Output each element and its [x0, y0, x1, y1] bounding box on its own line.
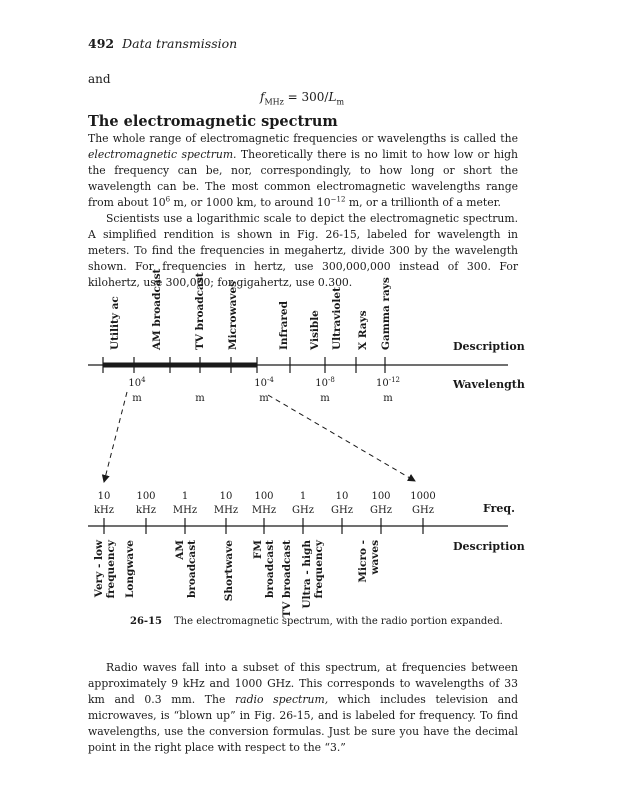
freq-value-label: 1 — [181, 491, 189, 502]
freq-value-label: 10 — [97, 491, 111, 502]
intro-word: and — [88, 72, 111, 86]
page-number: 492 — [88, 36, 115, 51]
freq-unit-label: MHz — [213, 505, 239, 516]
freq-value-label: 100 — [371, 491, 391, 502]
svg-text:AM: AM — [174, 540, 186, 560]
top-band-label: TV broadcast — [194, 272, 206, 350]
freq-unit-label: MHz — [251, 505, 277, 516]
caption-text: The electromagnetic spectrum, with the radio portion expanded. — [173, 616, 503, 627]
wavelength-power-label: $10^{-12}$ — [375, 376, 401, 389]
svg-text:frequency: frequency — [313, 540, 325, 599]
freq-value-label: 1000 — [410, 491, 436, 502]
freq-unit-label: kHz — [135, 505, 157, 516]
svg-text:Micro -: Micro - — [357, 540, 369, 583]
top-band-label: Utility ac — [109, 296, 121, 350]
paragraph-2: Scientists use a logarithmic scale to depict the electromagnetic spectrum. A simplified rendition is shown in Fig. 26-15, labeled for wavelength in meters. To find the frequencies in megahertz, divide 300 by the wavelength shown. For frequencies in hertz, use 300,000,000 instead of 300. For kilohertz, use 300,000; for gigahertz, use 0.300. — [88, 212, 518, 289]
paragraph-1: The whole range of electromagnetic frequencies or wavelengths is called the electromagnetic spectrum. Theoretically there is no limit to how low or high the frequency can be, nor, correspondingly, to how long or short the wavelength can be. The most common electromagnetic wavelengths range from about $10^6$ m, or 1000 km, to around $10^{-12}$ m, or a trillionth of a meter. — [88, 132, 518, 209]
bottom-band-label — [301, 539, 325, 609]
formula: $f_{MHz} = 300/L_m$ — [260, 90, 345, 107]
bottom-band-label — [223, 540, 235, 602]
freq-value-label: 100 — [254, 491, 274, 502]
bottom-band-label — [357, 540, 381, 583]
freq-value-label: 100 — [136, 491, 156, 502]
top-band-label: Microwaves — [227, 280, 239, 350]
freq-unit-label: GHz — [370, 505, 392, 516]
freq-value-label: 10 — [335, 491, 349, 502]
freq-axis-label: Freq. — [483, 502, 515, 515]
svg-text:frequency: frequency — [105, 540, 117, 599]
freq-unit-label: kHz — [93, 505, 115, 516]
top-band-label: X Rays — [357, 310, 369, 350]
freq-value-label: 1 — [299, 491, 307, 502]
freq-unit-label: MHz — [172, 505, 198, 516]
freq-value-label: 10 — [219, 491, 233, 502]
caption-number: 26-15 — [130, 616, 162, 627]
wavelength-power-label: $10^4$ — [128, 376, 146, 389]
svg-text:broadcast: broadcast — [264, 540, 276, 598]
top-band-label: Visible — [309, 310, 321, 350]
wavelength-unit-label: m — [320, 393, 330, 404]
bottom-band-label — [93, 539, 117, 598]
wavelength-power-label: $10^{-4}$ — [254, 376, 274, 389]
figure-caption — [130, 616, 503, 627]
top-band-label: Infrared — [278, 301, 290, 350]
freq-unit-label: GHz — [331, 505, 353, 516]
top-band-label: AM broadcast — [151, 268, 163, 350]
wavelength-power-label: $10^{-8}$ — [315, 376, 335, 389]
top-band-label: Gamma rays — [380, 277, 392, 350]
wavelength-unit-label: m — [383, 393, 393, 404]
top-description-label: Description — [453, 340, 525, 353]
left-expansion-arrow — [104, 392, 127, 482]
wavelength-unit-label: m — [132, 393, 142, 404]
freq-unit-label: GHz — [412, 505, 434, 516]
svg-text:Longwave: Longwave — [124, 540, 136, 598]
svg-text:broadcast: broadcast — [186, 540, 198, 598]
wavelength-axis-label: Wavelength — [453, 378, 525, 391]
wavelength-unit-label: m — [195, 393, 205, 404]
bottom-band-label — [281, 540, 293, 618]
right-expansion-arrow — [268, 395, 415, 481]
section-title: Data transmission — [122, 36, 238, 51]
bottom-description-label: Description — [453, 540, 525, 553]
freq-unit-label: GHz — [292, 505, 314, 516]
svg-text:TV broadcast: TV broadcast — [281, 540, 293, 618]
svg-text:Ultra - high: Ultra - high — [301, 540, 313, 609]
section-heading: The electromagnetic spectrum — [88, 113, 338, 130]
top-band-label: Ultraviolet — [331, 287, 343, 350]
svg-text:Very - low: Very - low — [93, 540, 105, 598]
bottom-band-label — [124, 540, 136, 598]
svg-text:Shortwave: Shortwave — [223, 540, 235, 602]
bottom-band-label — [252, 540, 276, 598]
paragraph-3: Radio waves fall into a subset of this spectrum, at frequencies between approximately 9 kHz and 1000 GHz. This corresponds to wavelengths of 33 km and 0.3 mm. The radio spectrum, which includes television and microwaves, is “blown up” in Fig. 26-15, and is labeled for frequency. To find wavelengths, use the conversion formulas. Just be sure you have the decimal point in the right place with respect to the “3.” — [88, 661, 518, 754]
svg-text:waves: waves — [369, 540, 381, 575]
wavelength-unit-label: m — [259, 393, 269, 404]
svg-text:FM: FM — [252, 540, 264, 560]
bottom-band-label — [174, 540, 198, 598]
